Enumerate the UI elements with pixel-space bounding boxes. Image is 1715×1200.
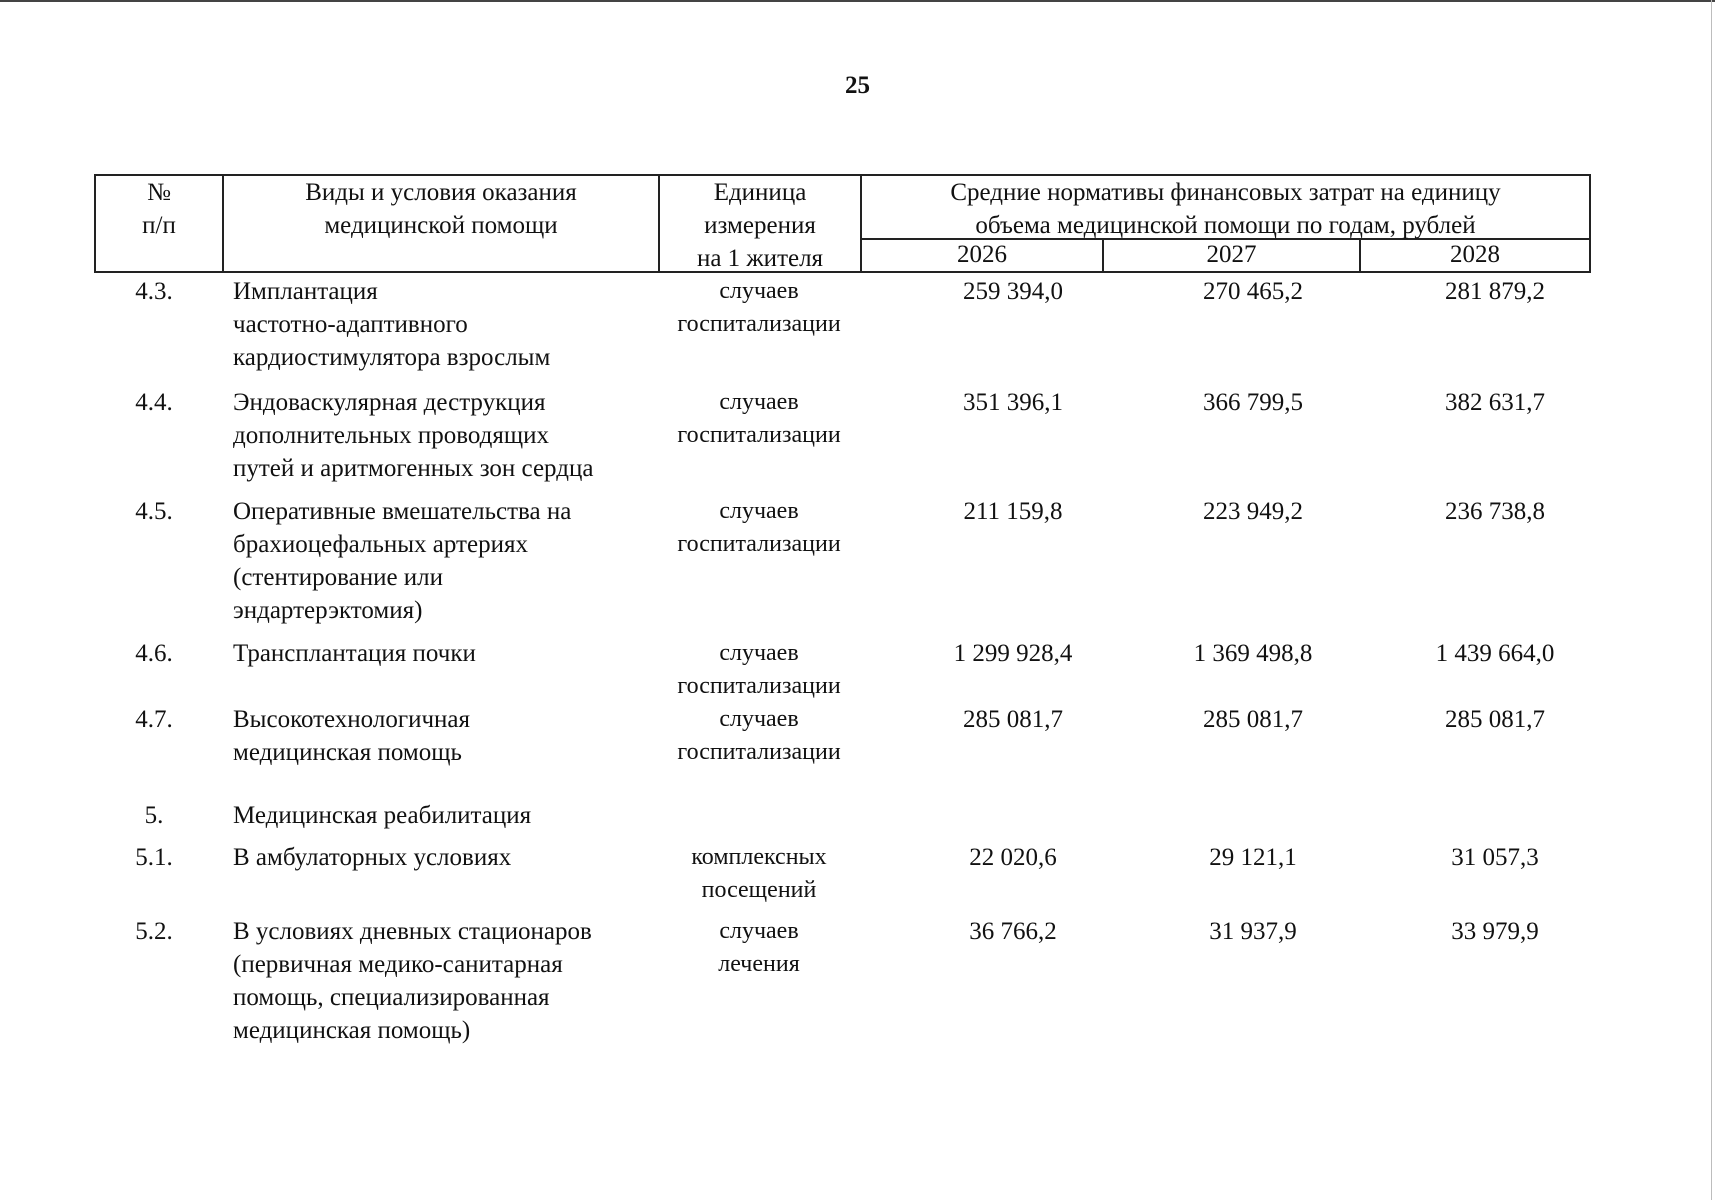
- header-kind-column: [224, 176, 658, 242]
- header-unit-line-2: измерения: [704, 212, 816, 239]
- row-value-2027: 270 465,2: [1203, 278, 1303, 305]
- row-unit-line: госпитализации: [677, 422, 841, 448]
- row-value-2028: 31 057,3: [1451, 844, 1539, 871]
- header-right-border: [1589, 174, 1591, 273]
- row-name-line: (первичная медико-санитарная: [233, 951, 563, 978]
- row-value-2026: 285 081,7: [963, 706, 1063, 733]
- row-unit-line: случаев: [719, 918, 799, 944]
- page-right-edge: [1711, 0, 1712, 1200]
- row-value-2027: 285 081,7: [1203, 706, 1303, 733]
- row-unit-line: случаев: [719, 389, 799, 415]
- row-unit-line: случаев: [719, 706, 799, 732]
- row-name-line: Трансплантация почки: [233, 640, 476, 667]
- row-name-line: эндартерэктомия): [233, 597, 423, 624]
- row-unit-line: госпитализации: [677, 673, 841, 699]
- row-name-line: Высокотехнологичная: [233, 706, 471, 733]
- page-top-edge: [0, 0, 1715, 2]
- row-name: [233, 799, 673, 832]
- row-name: [233, 275, 673, 374]
- row-value-2027: 223 949,2: [1203, 498, 1303, 525]
- header-norms-column: [862, 176, 1589, 242]
- row-unit-line: лечения: [718, 951, 800, 977]
- header-unit-line-1: Единица: [713, 179, 807, 206]
- header-kind-line-2: медицинской помощи: [324, 212, 558, 239]
- header-unit-column: [660, 176, 860, 275]
- row-number: 5.1.: [135, 844, 173, 871]
- row-value-2028: 281 879,2: [1445, 278, 1545, 305]
- row-name-line: В условиях дневных стационаров: [233, 918, 592, 945]
- row-name-line: кардиостимулятора взрослым: [233, 344, 551, 371]
- row-value-2027: 29 121,1: [1209, 844, 1297, 871]
- row-unit: [650, 637, 868, 703]
- row-value-2026: 36 766,2: [969, 918, 1057, 945]
- row-name: [233, 703, 673, 769]
- header-number-line-1: №: [147, 179, 171, 206]
- header-norms-line-2: объема медицинской помощи по годам, рублей: [975, 212, 1476, 239]
- row-value-2028: 1 439 664,0: [1435, 640, 1555, 667]
- row-unit-line: случаев: [719, 278, 799, 304]
- row-value-2026: 211 159,8: [963, 498, 1063, 525]
- row-value-2028: 285 081,7: [1445, 706, 1545, 733]
- table-header: [94, 174, 1591, 273]
- row-name-line: помощь, специализированная: [233, 984, 550, 1011]
- row-name-line: медицинская помощь: [233, 739, 462, 766]
- row-unit-line: случаев: [719, 498, 799, 524]
- row-value-2026: 1 299 928,4: [953, 640, 1073, 667]
- row-unit-line: госпитализации: [677, 311, 841, 337]
- row-unit: [650, 495, 868, 561]
- row-unit: [650, 703, 868, 769]
- row-unit: [650, 275, 868, 341]
- row-value-2027: 1 369 498,8: [1193, 640, 1313, 667]
- row-number: 4.4.: [135, 389, 173, 416]
- row-number: 4.7.: [135, 706, 173, 733]
- row-unit: [650, 386, 868, 452]
- row-name-line: Оперативные вмешательства на: [233, 498, 572, 525]
- header-year-2028: 2028: [1450, 241, 1500, 268]
- row-unit-line: комплексных: [691, 844, 827, 870]
- row-unit-line: госпитализации: [677, 739, 841, 765]
- header-year-2027: 2027: [1206, 241, 1257, 268]
- row-name: [233, 495, 673, 627]
- header-number-line-2: п/п: [142, 212, 176, 239]
- row-value-2027: 31 937,9: [1209, 918, 1297, 945]
- row-name: [233, 841, 673, 874]
- header-unit-line-3: на 1 жителя: [696, 245, 824, 272]
- row-unit-line: посещений: [701, 877, 817, 903]
- row-name-line: В амбулаторных условиях: [233, 844, 512, 871]
- row-unit-line: госпитализации: [677, 531, 841, 557]
- header-norms-line-1: Средние нормативы финансовых затрат на единицу: [950, 179, 1501, 206]
- row-value-2026: 259 394,0: [963, 278, 1063, 305]
- row-value-2028: 236 738,8: [1445, 498, 1545, 525]
- row-value-2028: 33 979,9: [1451, 918, 1539, 945]
- row-name-line: (стентирование или: [233, 564, 444, 591]
- row-name-line: медицинская помощь): [233, 1017, 471, 1044]
- row-name: [233, 915, 673, 1047]
- row-number: 5.: [144, 802, 164, 829]
- row-name-line: частотно-адаптивного: [233, 311, 468, 338]
- page-number: 25: [845, 72, 870, 99]
- row-name-line: Медицинская реабилитация: [233, 802, 532, 829]
- header-number-column: [96, 176, 222, 242]
- row-number: 4.5.: [135, 498, 173, 525]
- row-name-line: брахиоцефальных артериях: [233, 531, 528, 558]
- row-name: [233, 637, 673, 670]
- row-unit: [650, 841, 868, 907]
- row-name: [233, 386, 673, 485]
- header-kind-line-1: Виды и условия оказания: [305, 179, 577, 206]
- row-value-2028: 382 631,7: [1445, 389, 1545, 416]
- row-number: 4.3.: [135, 278, 173, 305]
- row-name-line: дополнительных проводящих: [233, 422, 549, 449]
- row-number: 4.6.: [135, 640, 173, 667]
- row-value-2026: 351 396,1: [963, 389, 1063, 416]
- row-name-line: Эндоваскулярная деструкция: [233, 389, 546, 416]
- row-name-line: Имплантация: [233, 278, 378, 305]
- row-unit: [650, 915, 868, 981]
- row-number: 5.2.: [135, 918, 173, 945]
- header-year-2026: 2026: [957, 241, 1007, 268]
- row-unit-line: случаев: [719, 640, 799, 666]
- row-value-2027: 366 799,5: [1203, 389, 1303, 416]
- row-value-2026: 22 020,6: [969, 844, 1057, 871]
- row-name-line: путей и аритмогенных зон сердца: [233, 455, 594, 482]
